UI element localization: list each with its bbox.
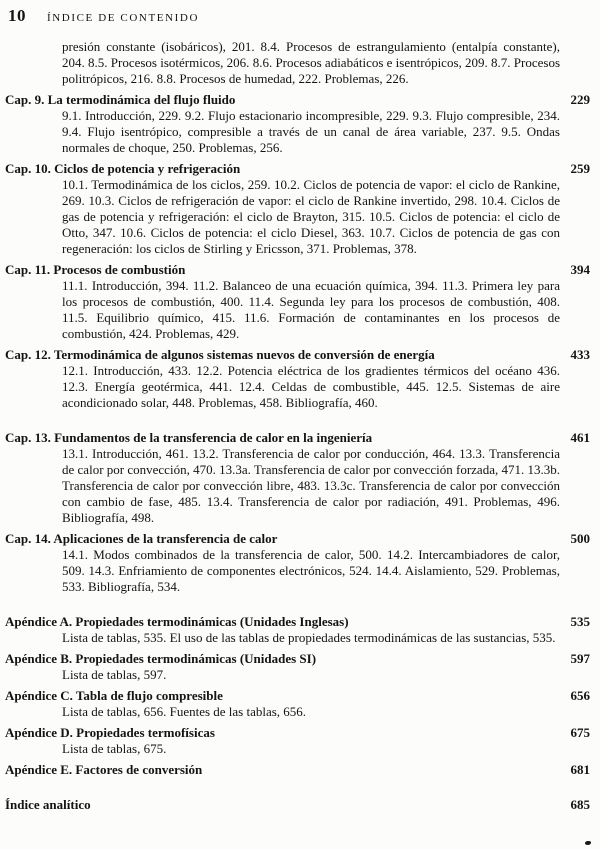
- toc-entry-page: 656: [570, 688, 590, 703]
- toc-entry-page: 675: [570, 725, 590, 740]
- toc-entry-detail: Lista de tablas, 597.: [62, 667, 167, 682]
- toc-entry-detail: Lista de tablas, 675.: [62, 741, 167, 756]
- toc-entry-detail: 9.1. Introducción, 229. 9.2. Flujo estacionario incompresible, 229. 9.3. Flujo compresible, 234. 9.4. Flujo isentrópico, compresible a través de un canal de área variable, 237. 9.5. Ondas normales de choque, 250. Problemas, 256.: [62, 108, 560, 155]
- page-number: 10: [8, 6, 26, 25]
- toc-entry-heading-row: [5, 725, 590, 741]
- toc-entry-page: 229: [570, 92, 590, 107]
- toc-entry-cap-10: [5, 161, 590, 257]
- toc-entry-detail: 11.1. Introducción, 394. 11.2. Balanceo de una ecuación química, 394. 11.3. Primera ley para los procesos de combustión, 400. 11.4. Segunda ley para los procesos de combustión, 408. 11.5. Equilibrio químico, 415. 11.6. Formación de contaminantes en los procesos de combustión, 424. Problemas, 429.: [62, 278, 560, 341]
- toc-entry-apendice-d: [5, 725, 590, 757]
- toc-entry-page: 259: [570, 161, 590, 176]
- toc-entry-heading-row: [5, 688, 590, 704]
- toc-entry-title: Apéndice D. Propiedades termofísicas: [5, 725, 215, 740]
- toc-entry-title: Apéndice C. Tabla de flujo compresible: [5, 688, 223, 703]
- toc-entry-heading-row: [5, 262, 590, 278]
- toc-entry-detail: Lista de tablas, 656. Fuentes de las tablas, 656.: [62, 704, 307, 719]
- toc-entry-apendice-c: [5, 688, 590, 720]
- toc-entry-page: 685: [570, 797, 590, 812]
- toc-entry-heading-row: [5, 430, 590, 446]
- toc-entry-heading-row: [5, 762, 590, 778]
- toc-entry-detail: 12.1. Introducción, 433. 12.2. Potencia eléctrica de los gradientes térmicos del océano 436. 12.3. Energía geotérmica, 441. 12.4. Celdas de combustible, 445. 12.5. Sistemas de aire acondicionado solar, 448. Problemas, 458. Bibliografía, 460.: [62, 363, 560, 410]
- toc-entry-title: Cap. 10. Ciclos de potencia y refrigeración: [5, 161, 241, 176]
- toc-entry-cap-14: [5, 531, 590, 595]
- toc-entry-title: Apéndice E. Factores de conversión: [5, 762, 203, 777]
- toc-entry-cap-11: [5, 262, 590, 342]
- toc-entry-cap-13: [5, 430, 590, 526]
- toc-entry-title: Cap. 13. Fundamentos de la transferencia de calor en la ingeniería: [5, 430, 373, 445]
- toc-entry-page: 500: [570, 531, 590, 546]
- toc-entry-page: 433: [570, 347, 590, 362]
- toc-entry-title: Apéndice B. Propiedades termodinámicas (Unidades SI): [5, 651, 317, 666]
- toc-entry-title: Apéndice A. Propiedades termodinámicas (Unidades Inglesas): [5, 614, 349, 629]
- toc-entry-heading-row: [5, 797, 590, 813]
- toc-entry-cap-9: [5, 92, 590, 156]
- toc-entry-page: 681: [570, 762, 590, 777]
- toc-entry-heading-row: [5, 614, 590, 630]
- toc-continuation-paragraph: presión constante (isobáricos), 201. 8.4. Procesos de estrangulamiento (entalpía constante), 204. 8.5. Procesos isotérmicos, 206. 8.6. Procesos adiabáticos e isentrópicos, 209. 8.7. Procesos politrópicos, 216. 8.8. Procesos de humedad, 222. Problemas, 226.: [62, 39, 560, 86]
- toc-entry-detail: Lista de tablas, 535. El uso de las tablas de propiedades termodinámicas de las sustancias, 535.: [62, 630, 556, 645]
- toc-entry-title: Índice analítico: [5, 797, 91, 812]
- toc-entry-detail: 10.1. Termodinámica de los ciclos, 259. 10.2. Ciclos de potencia de vapor: el ciclo de Rankine, 269. 10.3. Ciclos de refrigeración de vapor: el ciclo de Rankine invertido, 298. 10.4. Ciclos de gas de potencia y refrigeración: el ciclo de Brayton, 315. 10.5. Ciclos de potencia: el ciclo de Otto, 347. 10.6. Ciclos de potencia: el ciclo Diesel, 363. 10.7. Ciclos de potencia de gas con regeneración: los ciclos de Stirling y Ericsson, 371. Problemas, 378.: [62, 177, 560, 256]
- toc-entry-heading-row: [5, 347, 590, 363]
- toc-entry-page: 394: [570, 262, 590, 277]
- toc-entry-apendice-a: [5, 614, 590, 646]
- toc-entry-cap-12: [5, 347, 590, 411]
- toc-entry-apendice-e: [5, 762, 590, 778]
- toc-entry-heading-row: [5, 161, 590, 177]
- toc-entry-heading-row: [5, 92, 590, 108]
- toc-entry-title: Cap. 11. Procesos de combustión: [5, 262, 186, 277]
- toc-entry-title: Cap. 9. La termodinámica del flujo fluido: [5, 92, 236, 107]
- toc-entry-detail: 14.1. Modos combinados de la transferencia de calor, 500. 14.2. Intercambiadores de calor, 509. 14.3. Enfriamiento de componentes electrónicos, 524. 14.4. Aislamiento, 529. Problemas, 533. Bibliografía, 534.: [62, 547, 560, 594]
- toc-entry-apendice-b: [5, 651, 590, 683]
- toc-entry-page: 461: [570, 430, 590, 445]
- scan-artifact: [585, 841, 591, 845]
- toc-entry-title: Cap. 12. Termodinámica de algunos sistemas nuevos de conversión de energía: [5, 347, 435, 362]
- toc-entry-indice-analitico: [5, 797, 590, 813]
- toc-entry-detail: 13.1. Introducción, 461. 13.2. Transferencia de calor por conducción, 464. 13.3. Transferencia de calor por convección, 470. 13.3a. Transferencia de calor por convección forzada, 471. 13.3b. Transferencia de calor por convección libre, 483. 13.3c. Transferencia de calor por convección con cambio de fase, 485. 13.4. Transferencia de calor por radiación, 491. Problemas, 496. Bibliografía, 498.: [62, 446, 560, 525]
- toc-entry-title: Cap. 14. Aplicaciones de la transferencia de calor: [5, 531, 278, 546]
- toc-entry-heading-row: [5, 651, 590, 667]
- toc-entry-page: 535: [570, 614, 590, 629]
- running-head: ÍNDICE DE CONTENIDO: [47, 12, 199, 24]
- toc-entry-page: 597: [570, 651, 590, 666]
- page-header: [5, 8, 590, 26]
- toc-entry-heading-row: [5, 531, 590, 547]
